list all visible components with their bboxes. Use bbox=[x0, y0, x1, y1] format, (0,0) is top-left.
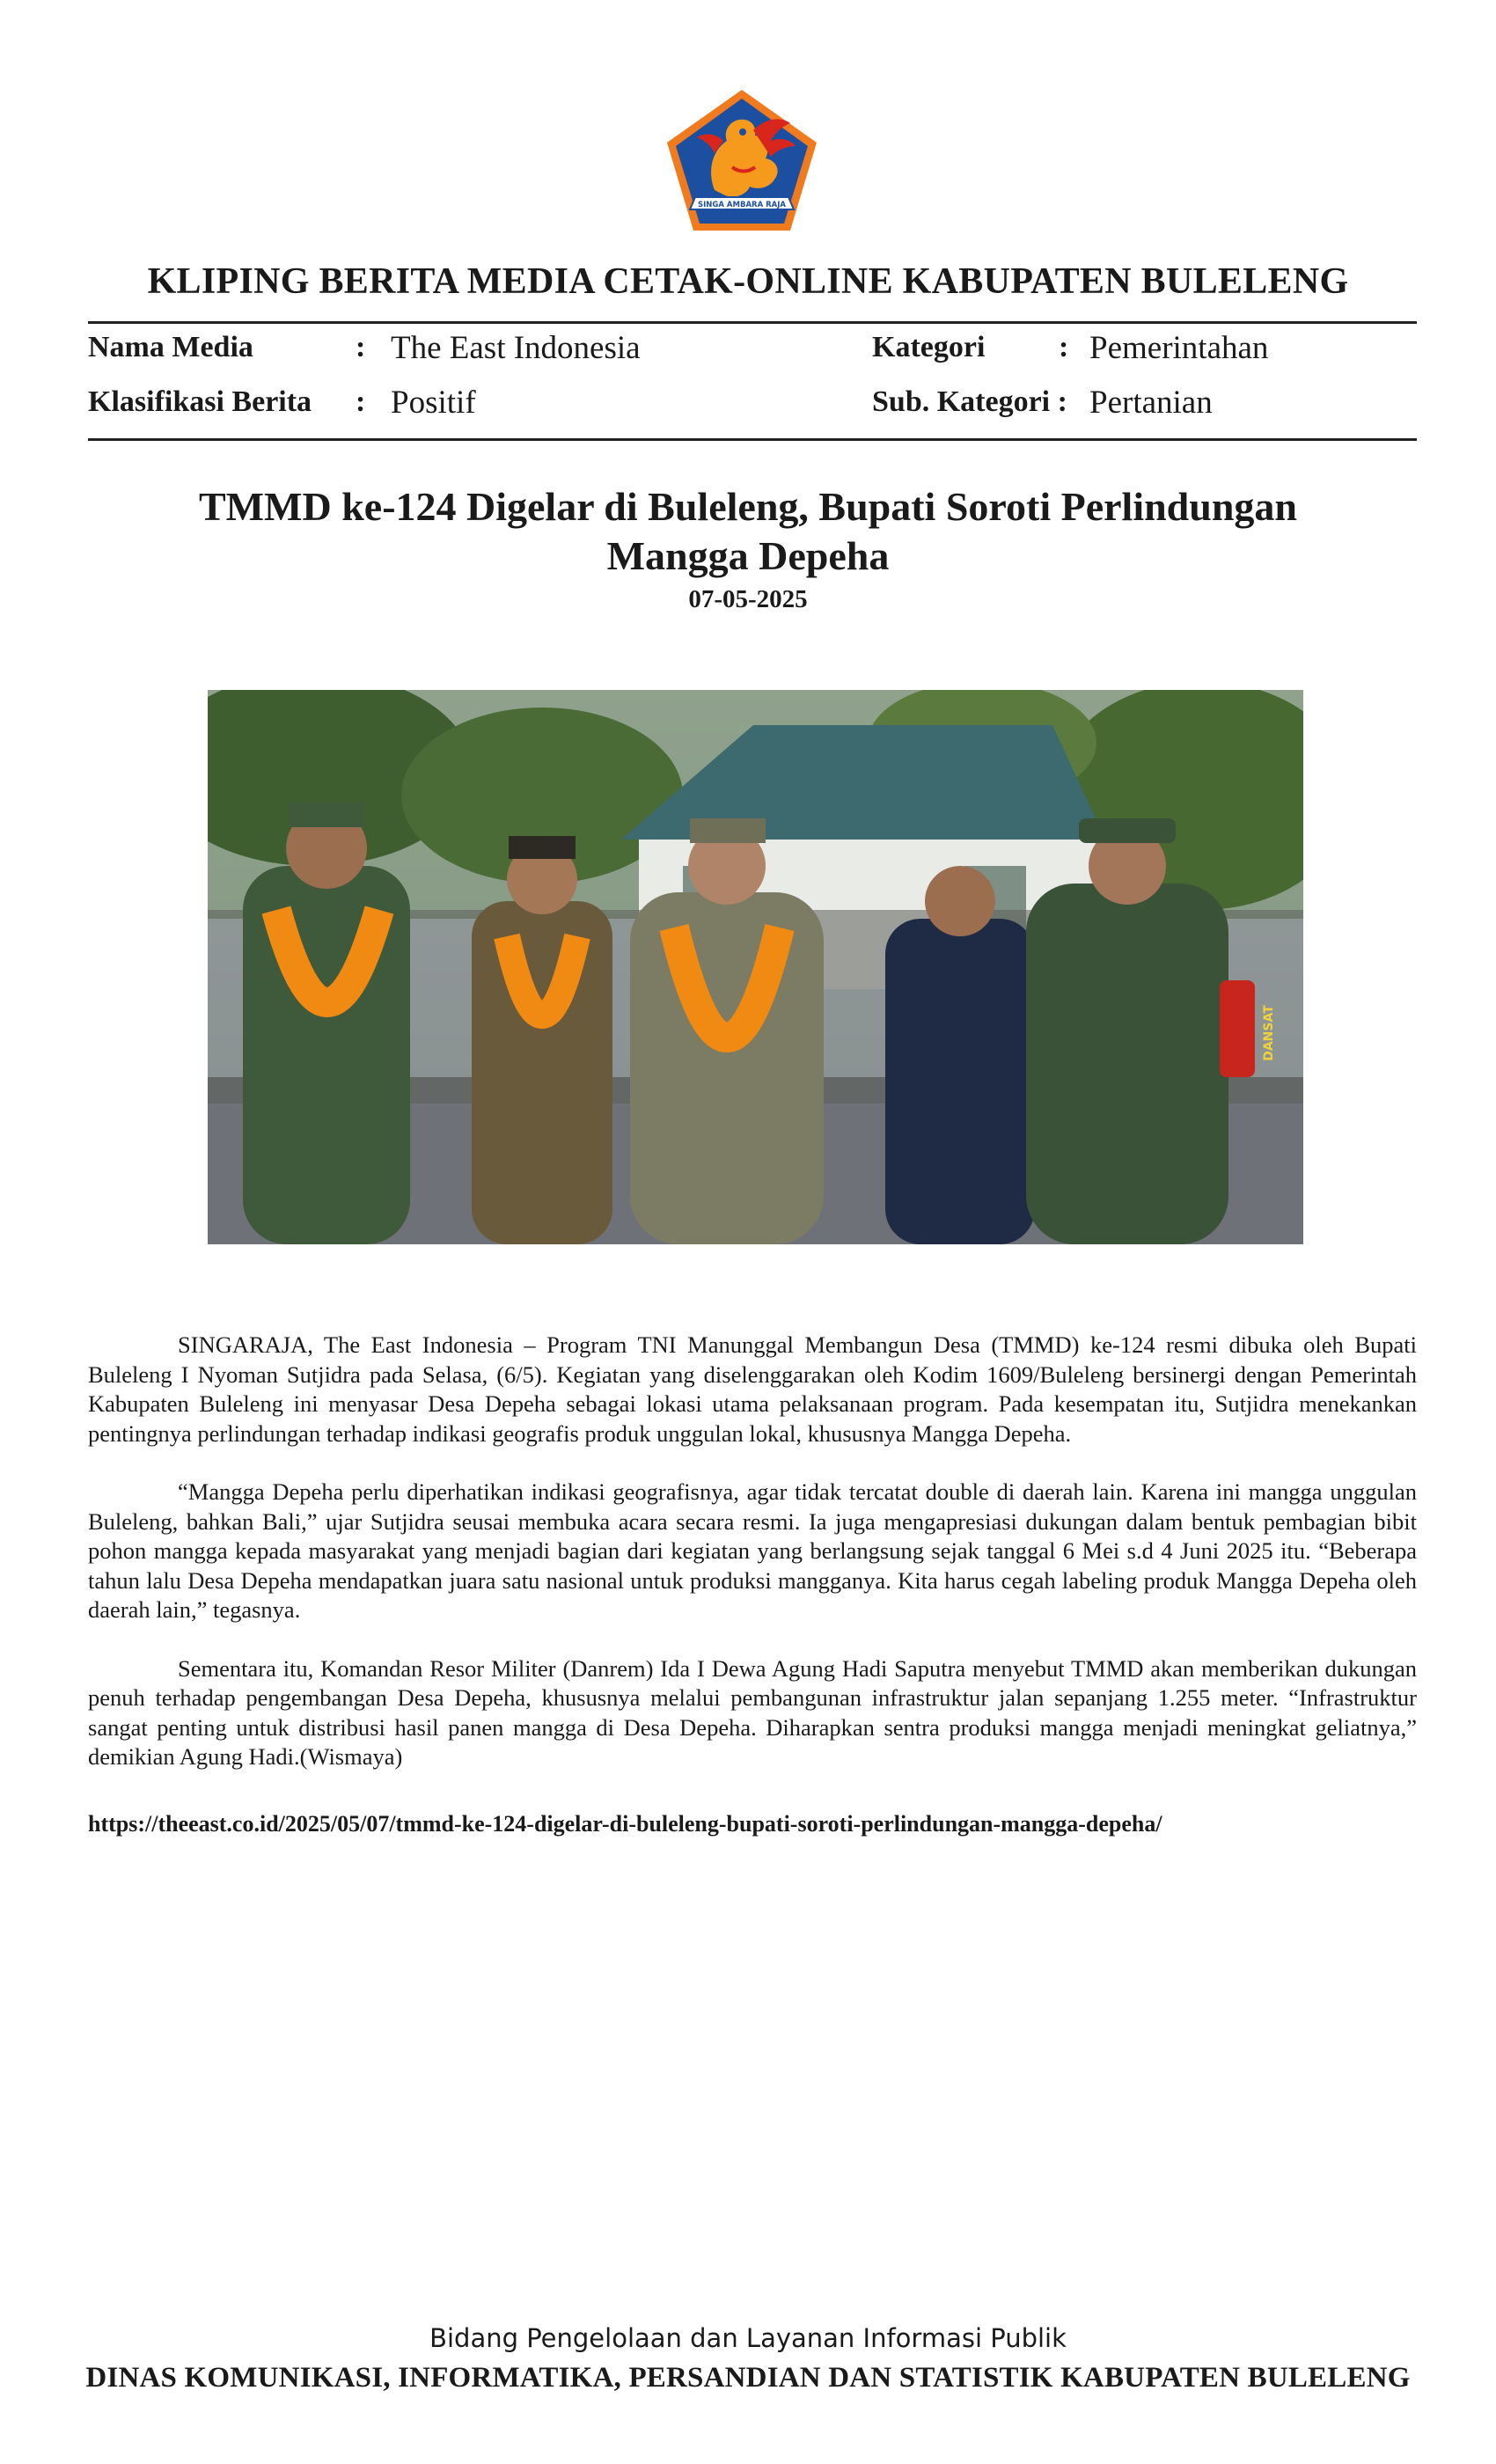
klasifikasi-colon: : bbox=[356, 385, 366, 418]
sub-kategori-label: Sub. Kategori : bbox=[872, 385, 1067, 418]
article-date: 07-05-2025 bbox=[688, 585, 808, 613]
footer-subtitle: Bidang Pengelolaan dan Layanan Informasi Publik bbox=[429, 2323, 1067, 2353]
nama-media-value: The East Indonesia bbox=[391, 330, 641, 366]
header-rule-top bbox=[88, 321, 1417, 324]
header-rule-bottom bbox=[88, 438, 1417, 441]
kategori-value: Pemerintahan bbox=[1089, 330, 1269, 366]
buleleng-regency-emblem-icon bbox=[662, 86, 822, 236]
article-photo bbox=[208, 690, 1303, 1244]
klasifikasi-value: Positif bbox=[391, 385, 476, 421]
article-paragraph: “Mangga Depeha perlu diperhatikan indikasi geografisnya, agar tidak tercatat double di daerah lain. Karena ini mangga unggulan Buleleng, bahkan Bali,” ujar Sutjidra seusai membuka acara secara resmi. Ia juga mengapresiasi dukungan dalam bentuk pembagian bibit pohon mangga kepada masyarakat yang menjadi bagian dari kegiatan yang berlangsung sejak tanggal 6 Mei s.d 4 Juni 2025 itu. “Beberapa tahun lalu Desa Depeha mendapatkan juara satu nasional untuk produksi mangganya. Kita harus cegah labeling produk Mangga Depeha oleh daerah lain,” tegasnya. bbox=[88, 1478, 1417, 1623]
article-paragraph: SINGARAJA, The East Indonesia – Program TNI Manunggal Membangun Desa (TMMD) ke-124 resmi dibuka oleh Bupati Buleleng I Nyoman Sutjidra pada Selasa, (6/5). Kegiatan yang diselenggarakan oleh Kodim 1609/Buleleng bersinergi dengan Pemerintah Kabupaten Buleleng ini menyasar Desa Depeha sebagai lokasi utama pelaksanaan program. Pada kesempatan itu, Sutjidra menekankan pentingnya perlindungan terhadap indikasi geografis produk unggulan lokal, khususnya Mangga Depeha. bbox=[88, 1331, 1417, 1447]
nama-media-label: Nama Media bbox=[88, 331, 253, 363]
sub-kategori-value: Pertanian bbox=[1089, 385, 1213, 421]
kategori-colon: : bbox=[1059, 331, 1069, 363]
photo-badge-text: DANSAT bbox=[1262, 1005, 1276, 1061]
kategori-label: Kategori bbox=[872, 331, 986, 363]
emblem-motto: SINGA AMBARA RAJA bbox=[698, 201, 786, 209]
article-title: TMMD ke-124 Digelar di Buleleng, Bupati Soroti Perlindungan Mangga Depeha bbox=[198, 484, 1298, 578]
article-paragraph: Sementara itu, Komandan Resor Militer (Danrem) Ida I Dewa Agung Hadi Saputra menyebut TMMD akan memberikan dukungan penuh terhadap pengembangan Desa Depeha, khususnya melalui pembangunan infrastruktur jalan sepanjang 1.255 meter. “Infrastruktur sangat penting untuk distribusi hasil panen mangga di Desa Depeha. Diharapkan sentra produksi mangga menjadi meningkat geliatnya,” demikian Agung Hadi.(Wismaya) bbox=[88, 1654, 1417, 1770]
klasifikasi-label: Klasifikasi Berita bbox=[88, 385, 312, 418]
article-body bbox=[88, 1331, 1417, 1801]
source-link[interactable]: https://theeast.co.id/2025/05/07/tmmd-ke-124-digelar-di-buleleng-bupati-soroti-perlindungan-mangga-depeha/ bbox=[88, 1811, 1162, 1837]
footer-department: DINAS KOMUNIKASI, INFORMATIKA, PERSANDIAN DAN STATISTIK KABUPATEN BULELENG bbox=[85, 2362, 1411, 2394]
nama-media-colon: : bbox=[356, 331, 366, 363]
clipping-header-title: KLIPING BERITA MEDIA CETAK-ONLINE KABUPATEN BULELENG bbox=[147, 261, 1349, 302]
